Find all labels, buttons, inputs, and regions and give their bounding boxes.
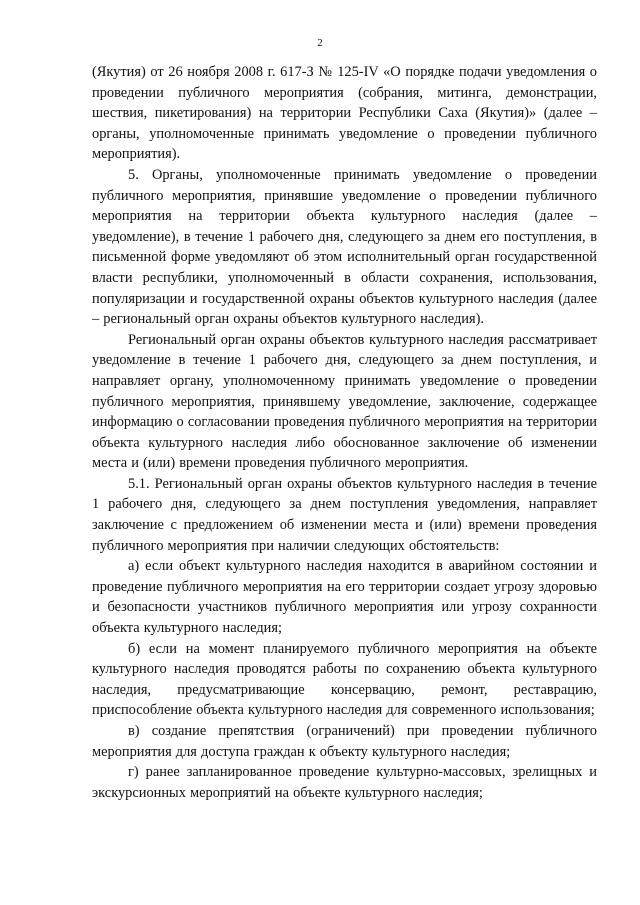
- paragraph-regional-body: Региональный орган охраны объектов культурного наследия рассматривает уведомление в течение 1 рабочего дня, следующего за днем поступления, и направляет органу, уполномоченному принимать уведомление о проведении публичного мероприятия, принявшему уведомление, заключение, содержащее информацию о согласовании проведения публичного мероприятия на территории объекта культурного наследия либо обоснованное заключение об изменении места и (или) времени проведения публичного мероприятия.: [92, 331, 597, 472]
- paragraph-subitem-g: г) ранее запланированное проведение культурно-массовых, зрелищных и экскурсионных мероприятий на объекте культурного наследия;: [92, 764, 597, 801]
- paragraph-continuation: (Якутия) от 26 ноября 2008 г. 617-З № 125-IV «О порядке подачи уведомления о проведении публичного мероприятия (собрания, митинга, демонстрации, шествия, пикетирования) на территории Республики Саха (Якутия)» (далее – органы, уполномоченные принимать уведомление о проведении публичного мероприятия).: [92, 64, 597, 163]
- paragraph-item-5-1: 5.1. Региональный орган охраны объектов культурного наследия в течение 1 рабочего дня, следующего за днем поступления уведомления, направляет заключение с предложением об изменении места и (или) времени проведения публичного мероприятия при наличии следующих обстоятельств:: [92, 475, 597, 554]
- paragraph-subitem-b: б) если на момент планируемого публичного мероприятия на объекте культурного наследия проводятся работы по сохранению объекта культурного наследия, предусматривающие консервацию, ремонт, реставрацию, приспособление объекта культурного наследия для современного использования;: [92, 640, 597, 719]
- paragraph-subitem-v: в) создание препятствия (ограничений) при проведении публичного мероприятия для доступа граждан к объекту культурного наследия;: [92, 723, 597, 760]
- page-number: 2: [317, 37, 323, 49]
- paragraph-subitem-a: а) если объект культурного наследия находится в аварийном состоянии и проведение публичного мероприятия на его территории создает угрозу здоровью и безопасности участников публичного мероприятия или угрозу сохранности объекта культурного наследия;: [92, 558, 597, 637]
- document-body: [92, 62, 597, 803]
- paragraph-item-5: 5. Органы, уполномоченные принимать уведомление о проведении публичного мероприятия, принявшие уведомление о проведении публичного мероприятия на территории объекта культурного наследия (далее – уведомление), в течение 1 рабочего дня, следующего за днем его поступления, в письменной форме уведомляют об этом исполнительный орган государственной власти республики, уполномоченный в области сохранения, использования, популяризации и государственной охраны объектов культурного наследия (далее – региональный орган охраны объектов культурного наследия).: [92, 166, 597, 328]
